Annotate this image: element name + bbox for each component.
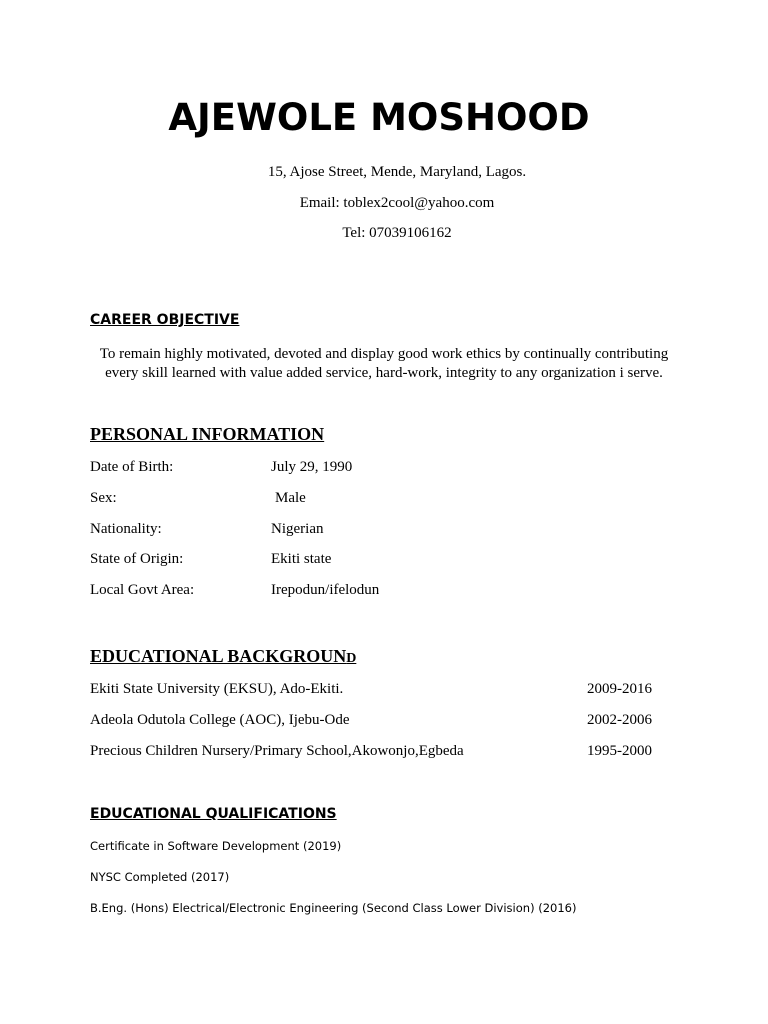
state-of-origin-label: State of Origin: xyxy=(90,551,184,567)
applicant-name: AJEWOLE MOSHOOD xyxy=(168,96,590,139)
sex-value: Male xyxy=(275,490,306,506)
qualification-item: Certificate in Software Development (2019) xyxy=(90,839,342,853)
education-years: 2002-2006 xyxy=(587,712,652,728)
sex-label: Sex: xyxy=(90,490,117,506)
career-objective-text: To remain highly motivated, devoted and display good work ethics by continually contributing every skill learned with value added service, hard-work, integrity to any organization i serve. xyxy=(99,346,669,381)
lga-value: Irepodun/ifelodun xyxy=(271,582,380,598)
dob-value: July 29, 1990 xyxy=(271,459,353,475)
education-institution: Adeola Odutola College (AOC), Ijebu-Ode xyxy=(90,712,350,728)
lga-label: Local Govt Area: xyxy=(90,582,195,598)
state-of-origin-value: Ekiti state xyxy=(271,551,332,567)
qualification-item: B.Eng. (Hons) Electrical/Electronic Engineering (Second Class Lower Division) (2016) xyxy=(90,901,577,915)
personal-information-heading: PERSONAL INFORMATION xyxy=(90,424,325,444)
qualification-item: NYSC Completed (2017) xyxy=(90,870,230,884)
career-objective-heading: CAREER OBJECTIVE xyxy=(90,312,240,328)
education-years: 1995-2000 xyxy=(587,743,652,759)
address-line: 15, Ajose Street, Mende, Maryland, Lagos. xyxy=(267,164,527,180)
educational-background-heading xyxy=(90,646,356,667)
educational-background-heading-text: EDUCATIONAL BACKGROUN xyxy=(90,646,347,666)
education-institution: Precious Children Nursery/Primary School,Akowonjo,Egbeda xyxy=(90,743,464,759)
dob-label: Date of Birth: xyxy=(90,459,174,475)
tel-line: Tel: 07039106162 xyxy=(342,225,452,241)
nationality-label: Nationality: xyxy=(90,521,162,537)
educational-qualifications-heading: EDUCATIONAL QUALIFICATIONS xyxy=(90,806,337,822)
email-line: Email: toblex2cool@yahoo.com xyxy=(299,195,495,211)
education-institution: Ekiti State University (EKSU), Ado-Ekiti. xyxy=(90,681,344,697)
education-years: 2009-2016 xyxy=(587,681,652,697)
educational-background-heading-last-letter: D xyxy=(346,651,357,666)
nationality-value: Nigerian xyxy=(271,521,324,537)
